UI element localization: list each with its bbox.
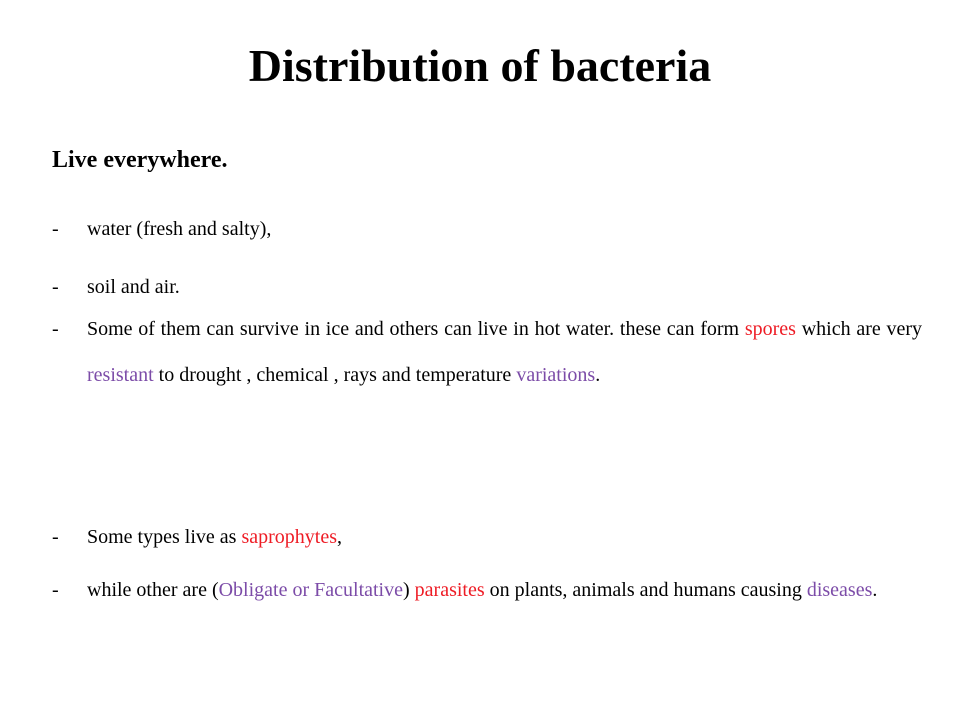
text-run: while other are ( (87, 579, 219, 601)
bullet-dash: - (52, 579, 59, 601)
bullet-text (87, 567, 922, 613)
text-run: Some types live as (87, 526, 242, 548)
bullet-soil-air (52, 264, 922, 310)
text-run: on plants, animals and humans causing (484, 579, 807, 601)
bullet-saprophytes (52, 514, 922, 560)
bullet-dash: - (52, 276, 59, 298)
text-run: which are very (795, 318, 923, 340)
bullet-text: soil and air. (87, 276, 180, 298)
highlight-obligate-facultative: Obligate or Facultative (218, 579, 403, 601)
highlight-resistant: resistant (87, 364, 154, 386)
text-run: . (872, 579, 878, 601)
bullet-dash: - (52, 318, 59, 340)
text-run: ) (403, 579, 415, 601)
bullet-text: water (fresh and salty), (87, 218, 272, 240)
highlight-parasites: parasites (414, 579, 485, 601)
highlight-diseases: diseases (806, 579, 873, 601)
bullet-survival (52, 306, 922, 398)
bullet-text (87, 306, 922, 398)
slide-title: Distribution of bacteria (248, 40, 712, 91)
text-run: to drought , chemical , rays and temperature (153, 364, 517, 386)
text-run: Some of them can survive in ice and others can live in hot water. these can form (87, 318, 745, 340)
subheading: Live everywhere. (52, 147, 228, 173)
highlight-variations: variations (516, 364, 596, 386)
text-run: , (336, 526, 342, 548)
bullet-text (87, 514, 922, 560)
bullet-dash: - (52, 526, 59, 548)
bullet-parasites (52, 567, 922, 613)
bullet-dash: - (52, 218, 59, 240)
bullet-water (52, 206, 922, 252)
highlight-saprophytes: saprophytes (241, 526, 337, 548)
highlight-spores: spores (744, 318, 796, 340)
text-run: . (595, 364, 601, 386)
